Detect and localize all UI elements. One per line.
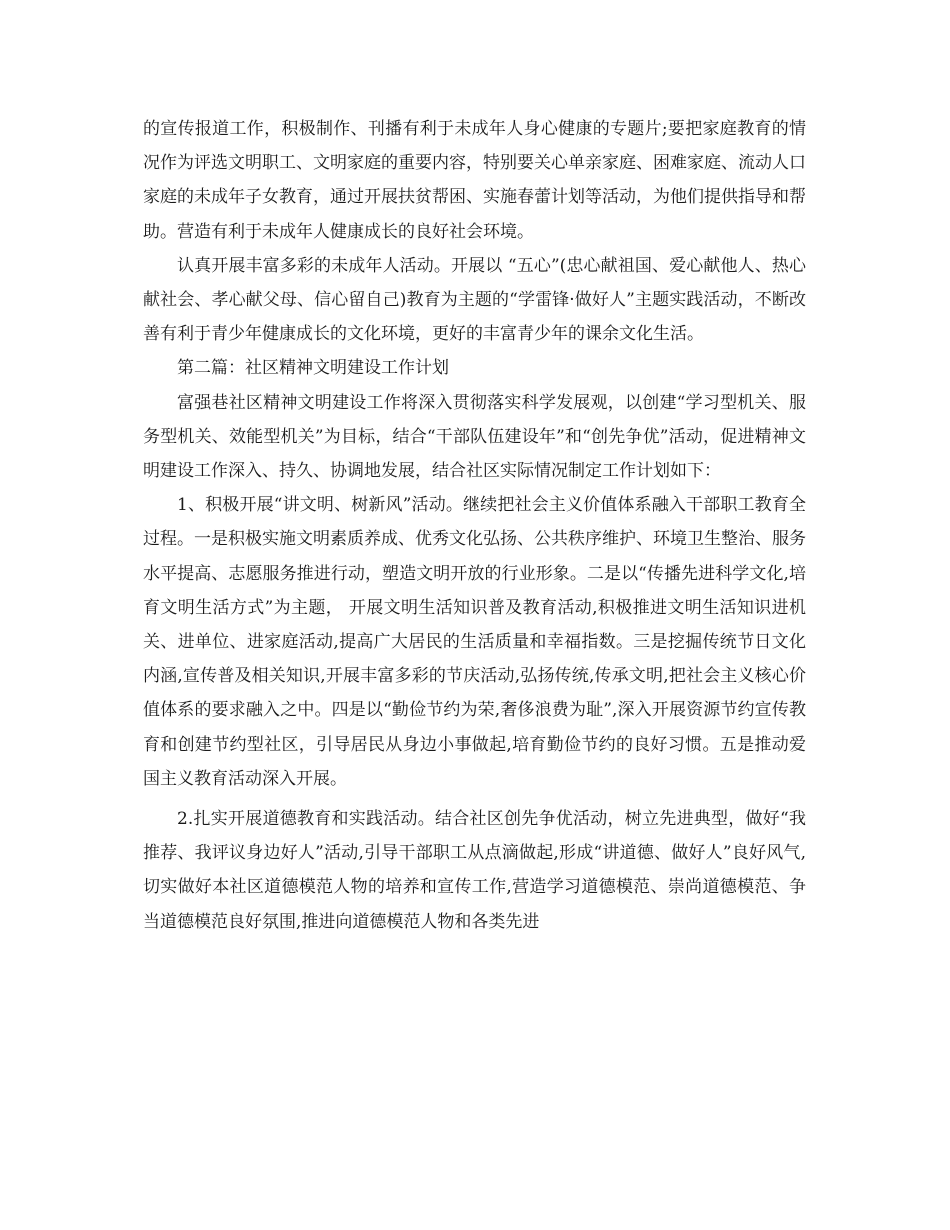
- document-body: [143, 112, 806, 939]
- paragraph-continuation: 的宣传报道工作，积极制作、刊播有利于未成年人身心健康的专题片;要把家庭教育的情况作为评选文明职工、文明家庭的重要内容，特别要关心单亲家庭、困难家庭、流动人口家庭的未成年子女教育，通过开展扶贫帮困、实施春蕾计划等活动，为他们提供指导和帮助。营造有利于未成年人健康成长的良好社会环境。: [143, 119, 806, 242]
- paragraph-item-1: 1、积极开展“讲文明、树新风”活动。继续把社会主义价值体系融入干部职工教育全过程。一是积极实施文明素质养成、优秀文化弘扬、公共秩序维护、环境卫生整治、服务水平提高、志愿服务推进行动，塑造文明开放的行业形象。二是以“传播先进科学文化,培育文明生活方式”为主题， 开展文明生活知识普及教育活动,积极推进文明生活知识进机关、进单位、进家庭活动,提高广大居民的生活质量和幸福指数。三是挖掘传统节日文化内涵,宣传普及相关知识,开展丰富多彩的节庆活动,弘扬传统,传承文明,把社会主义核心价值体系的要求融入之中。四是以“勤俭节约为荣,奢侈浪费为耻”,深入开展资源节约宣传教育和创建节约型社区，引导居民从身边小事做起,培育勤俭节约的良好习惯。五是推动爱国主义教育活动深入开展。: [143, 495, 806, 789]
- paragraph-intro: 富强巷社区精神文明建设工作将深入贯彻落实科学发展观，以创建“学习型机关、服务型机关、效能型机关”为目标，结合“干部队伍建设年”和“创先争优”活动，促进精神文明建设工作深入、持久、协调地发展，结合社区实际情况制定工作计划如下：: [143, 392, 806, 482]
- paragraph-item-2: 2.扎实开展道德教育和实践活动。结合社区创先争优活动，树立先进典型，做好“我推荐、我评议身边好人”活动,引导干部职工从点滴做起,形成“讲道德、做好人”良好风气,切实做好本社区道德模范人物的培养和宣传工作,营造学习道德模范、崇尚道德模范、争当道德模范良好氛围,推进向道德模范人物和各类先进: [143, 809, 806, 932]
- section-heading: 第二篇：社区精神文明建设工作计划: [177, 358, 449, 379]
- paragraph-minor-activities: 认真开展丰富多彩的未成年人活动。开展以 “五心”(忠心献祖国、爱心献他人、热心献社会、孝心献父母、信心留自己)教育为主题的“学雷锋·做好人”主题实践活动，不断改善有利于青少年健康成长的文化环境，更好的丰富青少年的课余文化生活。: [143, 255, 806, 345]
